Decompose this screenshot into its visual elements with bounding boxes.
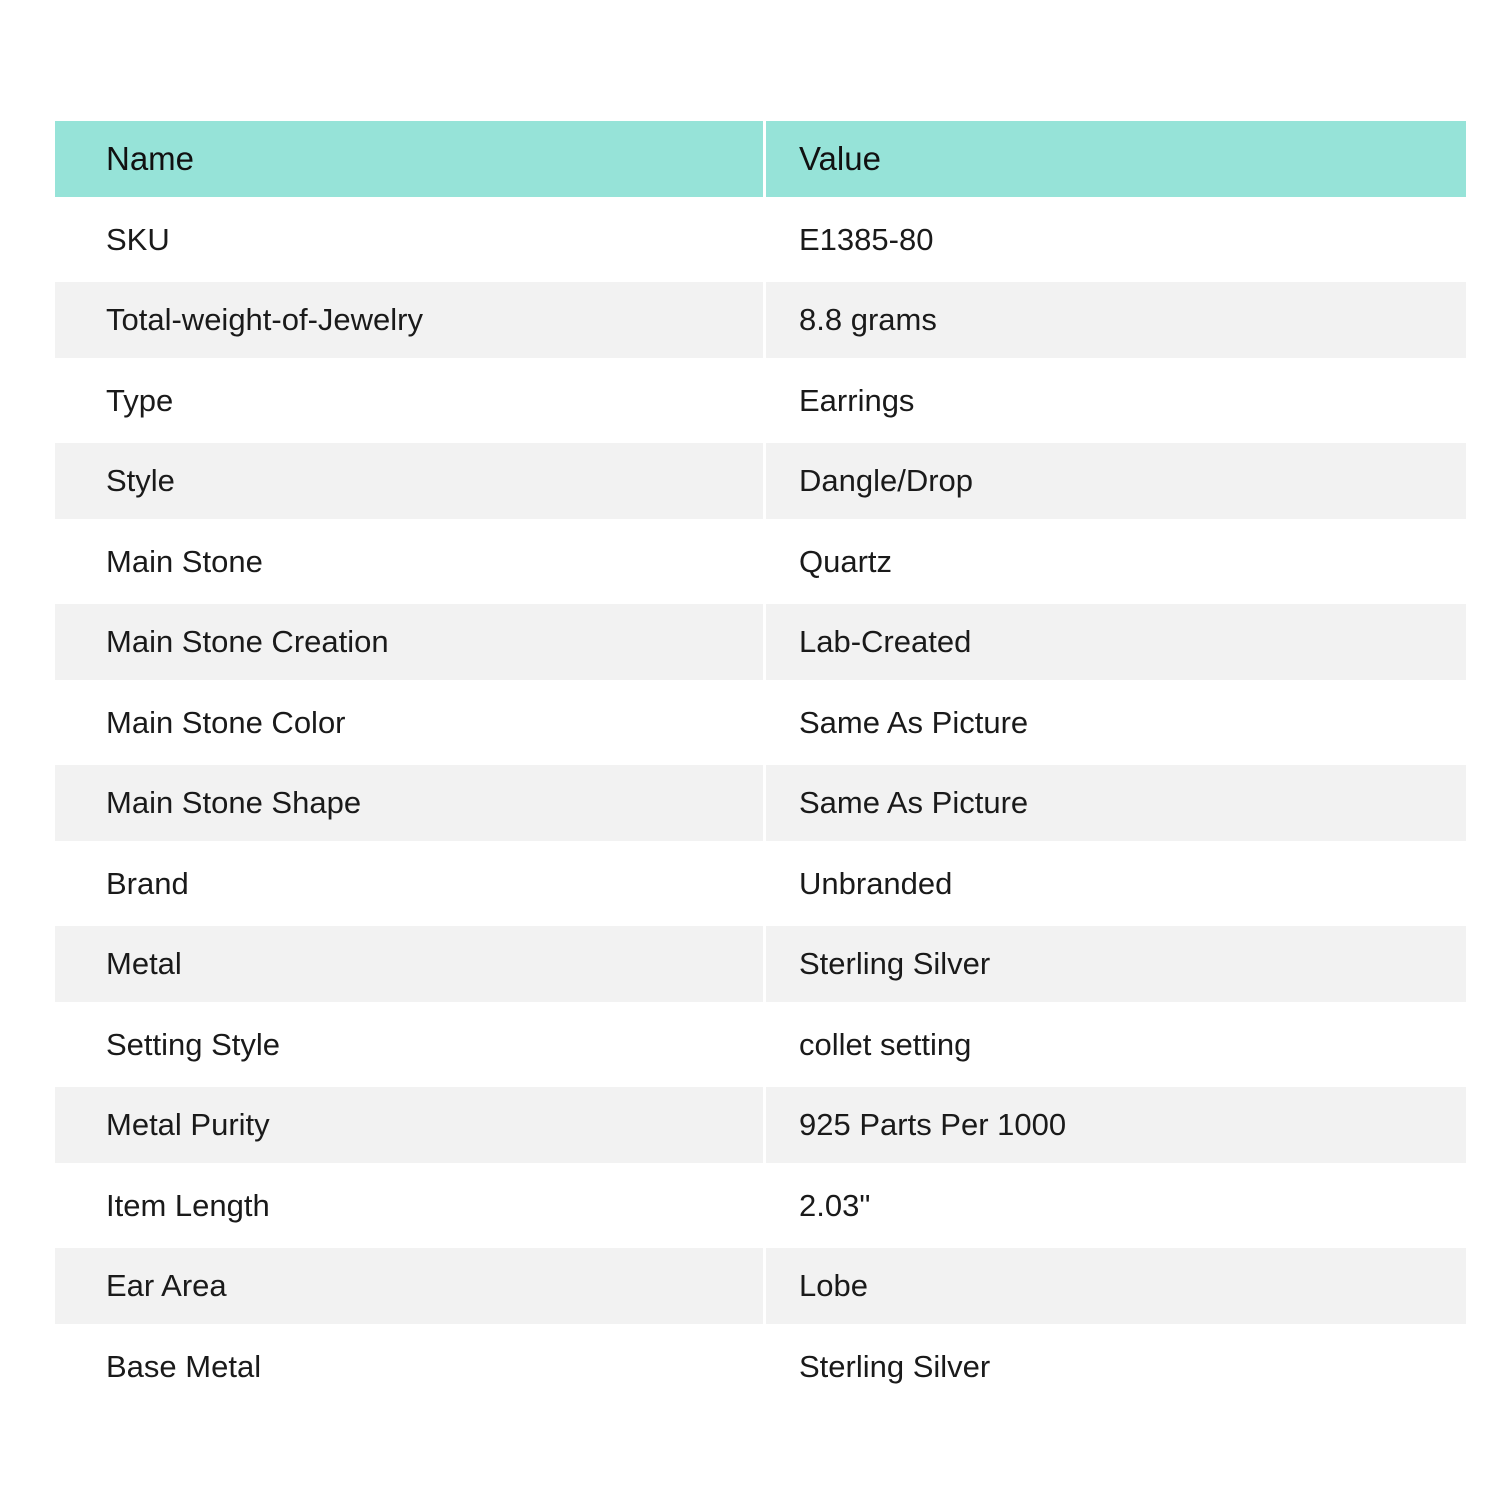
table-row xyxy=(55,841,1466,926)
spec-value-cell: Quartz xyxy=(766,519,1466,604)
header-row xyxy=(55,121,1466,197)
table-row xyxy=(55,604,1466,680)
spec-name-cell: Total-weight-of-Jewelry xyxy=(55,282,766,358)
table-row xyxy=(55,1163,1466,1248)
table-body xyxy=(55,197,1466,1409)
spec-value-cell: Same As Picture xyxy=(766,680,1466,765)
table-row xyxy=(55,358,1466,443)
spec-name-cell: Main Stone xyxy=(55,519,766,604)
spec-value-cell: Dangle/Drop xyxy=(766,443,1466,519)
spec-name-cell: Base Metal xyxy=(55,1324,766,1409)
spec-name-cell: Brand xyxy=(55,841,766,926)
spec-value-cell: 2.03" xyxy=(766,1163,1466,1248)
spec-name-cell: Item Length xyxy=(55,1163,766,1248)
value-column-header: Value xyxy=(766,121,1466,197)
spec-value-cell: 925 Parts Per 1000 xyxy=(766,1087,1466,1163)
spec-name-cell: Main Stone Shape xyxy=(55,765,766,841)
table-row xyxy=(55,1324,1466,1409)
spec-name-cell: Type xyxy=(55,358,766,443)
table-header xyxy=(55,121,1466,197)
specifications-table xyxy=(55,121,1466,1409)
spec-value-cell: Lobe xyxy=(766,1248,1466,1324)
table-row xyxy=(55,1002,1466,1087)
spec-name-cell: Ear Area xyxy=(55,1248,766,1324)
table-row xyxy=(55,282,1466,358)
name-column-header: Name xyxy=(55,121,766,197)
spec-value-cell: Sterling Silver xyxy=(766,926,1466,1002)
spec-name-cell: Style xyxy=(55,443,766,519)
table-row xyxy=(55,197,1466,282)
spec-value-cell: Same As Picture xyxy=(766,765,1466,841)
table-row xyxy=(55,1087,1466,1163)
spec-value-cell: Unbranded xyxy=(766,841,1466,926)
table-row xyxy=(55,519,1466,604)
spec-name-cell: SKU xyxy=(55,197,766,282)
spec-value-cell: Sterling Silver xyxy=(766,1324,1466,1409)
table-row xyxy=(55,443,1466,519)
table-row xyxy=(55,680,1466,765)
spec-value-cell: Lab-Created xyxy=(766,604,1466,680)
spec-value-cell: collet setting xyxy=(766,1002,1466,1087)
spec-name-cell: Main Stone Creation xyxy=(55,604,766,680)
spec-name-cell: Setting Style xyxy=(55,1002,766,1087)
spec-name-cell: Metal Purity xyxy=(55,1087,766,1163)
spec-name-cell: Metal xyxy=(55,926,766,1002)
spec-value-cell: Earrings xyxy=(766,358,1466,443)
spec-value-cell: E1385-80 xyxy=(766,197,1466,282)
table-row xyxy=(55,926,1466,1002)
spec-value-cell: 8.8 grams xyxy=(766,282,1466,358)
table-row xyxy=(55,765,1466,841)
spec-name-cell: Main Stone Color xyxy=(55,680,766,765)
table-row xyxy=(55,1248,1466,1324)
